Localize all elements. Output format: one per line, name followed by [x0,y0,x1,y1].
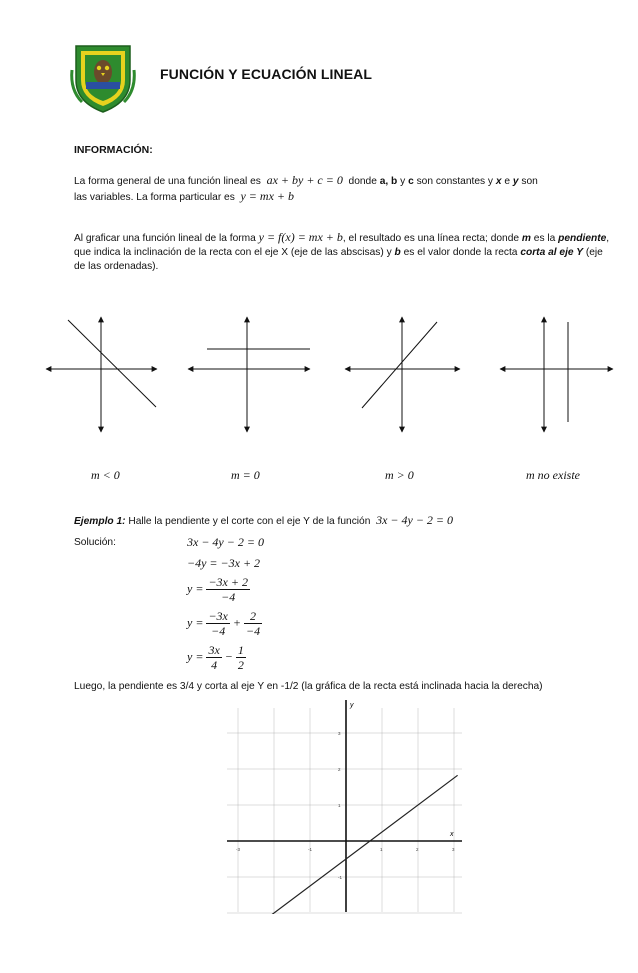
label-m-negative: m < 0 [91,468,120,482]
school-crest-icon [68,40,138,114]
step-2: −4y = −3x + 2 [187,556,261,570]
step-4: y = $\frac{-3x}{-4}$ + $\frac{2}{-4}$ [187,609,261,638]
y-axis-label: y [350,702,354,709]
label-m-undefined: m no existe [526,468,580,482]
diagram-zero-slope [188,317,310,432]
y-tick-label: 3 [338,731,341,736]
example-statement: Ejemplo 1: Halle la pendiente y el corte con el eje Y de la función 3x − 4y − 2 = 0 [74,513,454,527]
x-tick-label: 1 [380,847,383,852]
label-m-positive: m > 0 [385,468,414,482]
diagram-positive-slope [345,317,460,432]
x-tick-label: 2 [416,847,419,852]
y-tick-label: 2 [338,767,341,772]
x-tick-label: -1 [308,847,313,852]
x-tick-label: -3 [236,847,241,852]
step-5: y = $\frac{3x}{4}$ − $\frac{1}{2}$ [187,643,244,672]
graph-axes [227,700,462,912]
x-tick-label: 3 [452,847,455,852]
info-heading: INFORMACIÓN: [74,144,153,156]
y-tick-label: -1 [338,875,343,880]
page-title: FUNCIÓN Y ECUACIÓN LINEAL [160,66,372,82]
diagram-undefined-slope [500,317,613,432]
x-axis-label: x [450,831,454,838]
solution-label: Solución: [74,537,116,548]
y-tick-label: 1 [338,803,341,808]
step-1: 3x − 4y − 2 = 0 [187,535,264,549]
school-logo [68,40,138,114]
paragraph-graph-description: Al graficar una función lineal de la forma y = f(x) = mx + b, el resultado es una línea recta; donde m es la pendiente, que indica la inclinación de la recta con el eje X (eje de las abscisas) y b es el valor donde la recta corta al eje Y (eje de las ordenadas). [74,230,610,272]
paragraph-general-form: La forma general de una función lineal es ax + by + c = 0 donde a, b y c son constantes y x e y son las variables. La forma particular es y = mx + b [74,173,538,203]
linear-function-graph [222,696,468,914]
conclusion-text: Luego, la pendiente es 3/4 y corta al eje Y en -1/2 (la gráfica de la recta está inclinada hacia la derecha) [74,681,543,692]
diagram-negative-slope [46,317,157,432]
step-3: y = $\frac{-3x + 2}{-4}$ [187,575,248,604]
graph-grid [227,708,462,913]
label-m-zero: m = 0 [231,468,260,482]
function-line [251,775,458,914]
slope-diagrams [40,312,620,442]
